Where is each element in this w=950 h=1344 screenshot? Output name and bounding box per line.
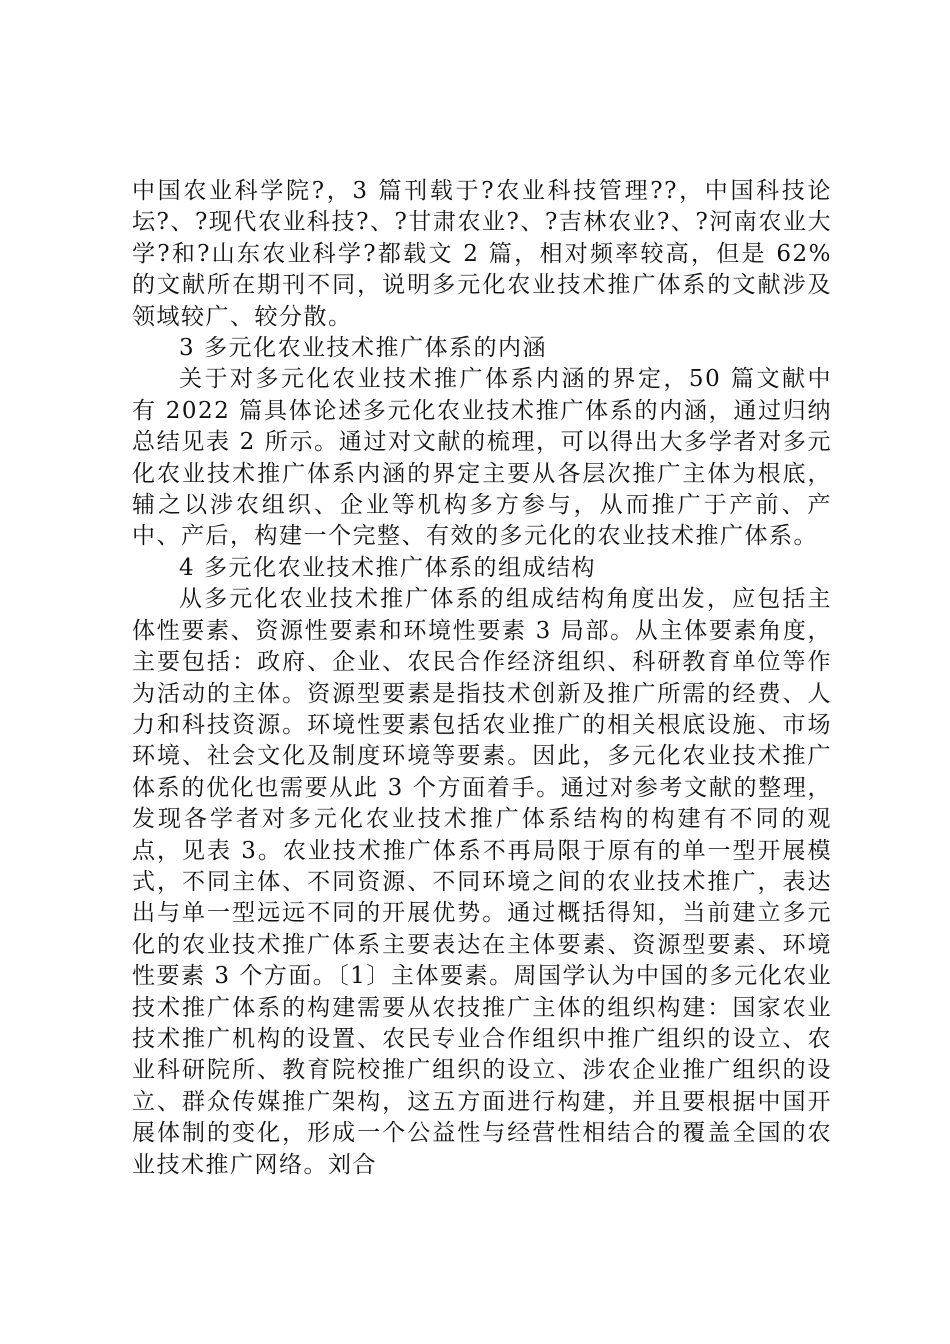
paragraph-connotation: 关于对多元化农业技术推广体系内涵的界定，50 篇文献中有 2022 篇具体论述多元化农业技术推广体系的内涵，通过归纳总结见表 2 所示。通过对文献的梳理，可以得出大多学者对多元化农业技术推广体系内涵的界定主要从各层次推广主体为根底，辅之以涉农组织、企业等机构多方参与，从而推广于产前、产中、产后，构建一个完整、有效的多元化的农业技术推广体系。 [132, 366, 832, 550]
document-body [132, 176, 832, 1181]
paragraph-journal-distribution: 中国农业科学院?，3 篇刊载于?农业科技管理??，中国科技论坛?、?现代农业科技?、?甘肃农业?、?吉林农业?、?河南农业大学?和?山东农业科学?都载文 2 篇，相对频率较高，但是 62%的文献所在期刊不同，说明多元化农业技术推广体系的文献涉及领域较广、较分散。 [132, 178, 832, 330]
section-heading-structure: 4 多元化农业技术推广体系的组成结构 [179, 554, 596, 581]
section-heading-connotation: 3 多元化农业技术推广体系的内涵 [179, 335, 547, 362]
paragraph-structure: 从多元化农业技术推广体系的组成结构角度出发，应包括主体性要素、资源性要素和环境性要素 3 局部。从主体要素角度，主要包括：政府、企业、农民合作经济组织、科研教育单位等作为活动的主体。资源型要素是指技术创新及推广所需的经费、人力和科技资源。环境性要素包括农业推广的相关根底设施、市场环境、社会文化及制度环境等要素。因此，多元化农业技术推广体系的优化也需要从此 3 个方面着手。通过对参考文献的整理，发现各学者对多元化农业技术推广体系结构的构建有不同的观点，见表 3。农业技术推广体系不再局限于原有的单一型开展模式，不同主体、不同资源、不同环境之间的农业技术推广，表达出与单一型远远不同的开展优势。通过概括得知，当前建立多元化的农业技术推广体系主要表达在主体要素、资源型要素、环境性要素 3 个方面。〔1〕主体要素。周国学认为中国的多元化农业技术推广体系的构建需要从农技推广主体的组织构建：国家农业技术推广机构的设置、农民专业合作组织中推广组织的设立、农业科研院所、教育院校推广组织的设立、涉农企业推广组织的设立、群众传媒推广架构，这五方面进行构建，并且要根据中国开展体制的变化，形成一个公益性与经营性相结合的覆盖全国的农业技术推广网络。刘合 [132, 586, 832, 1178]
